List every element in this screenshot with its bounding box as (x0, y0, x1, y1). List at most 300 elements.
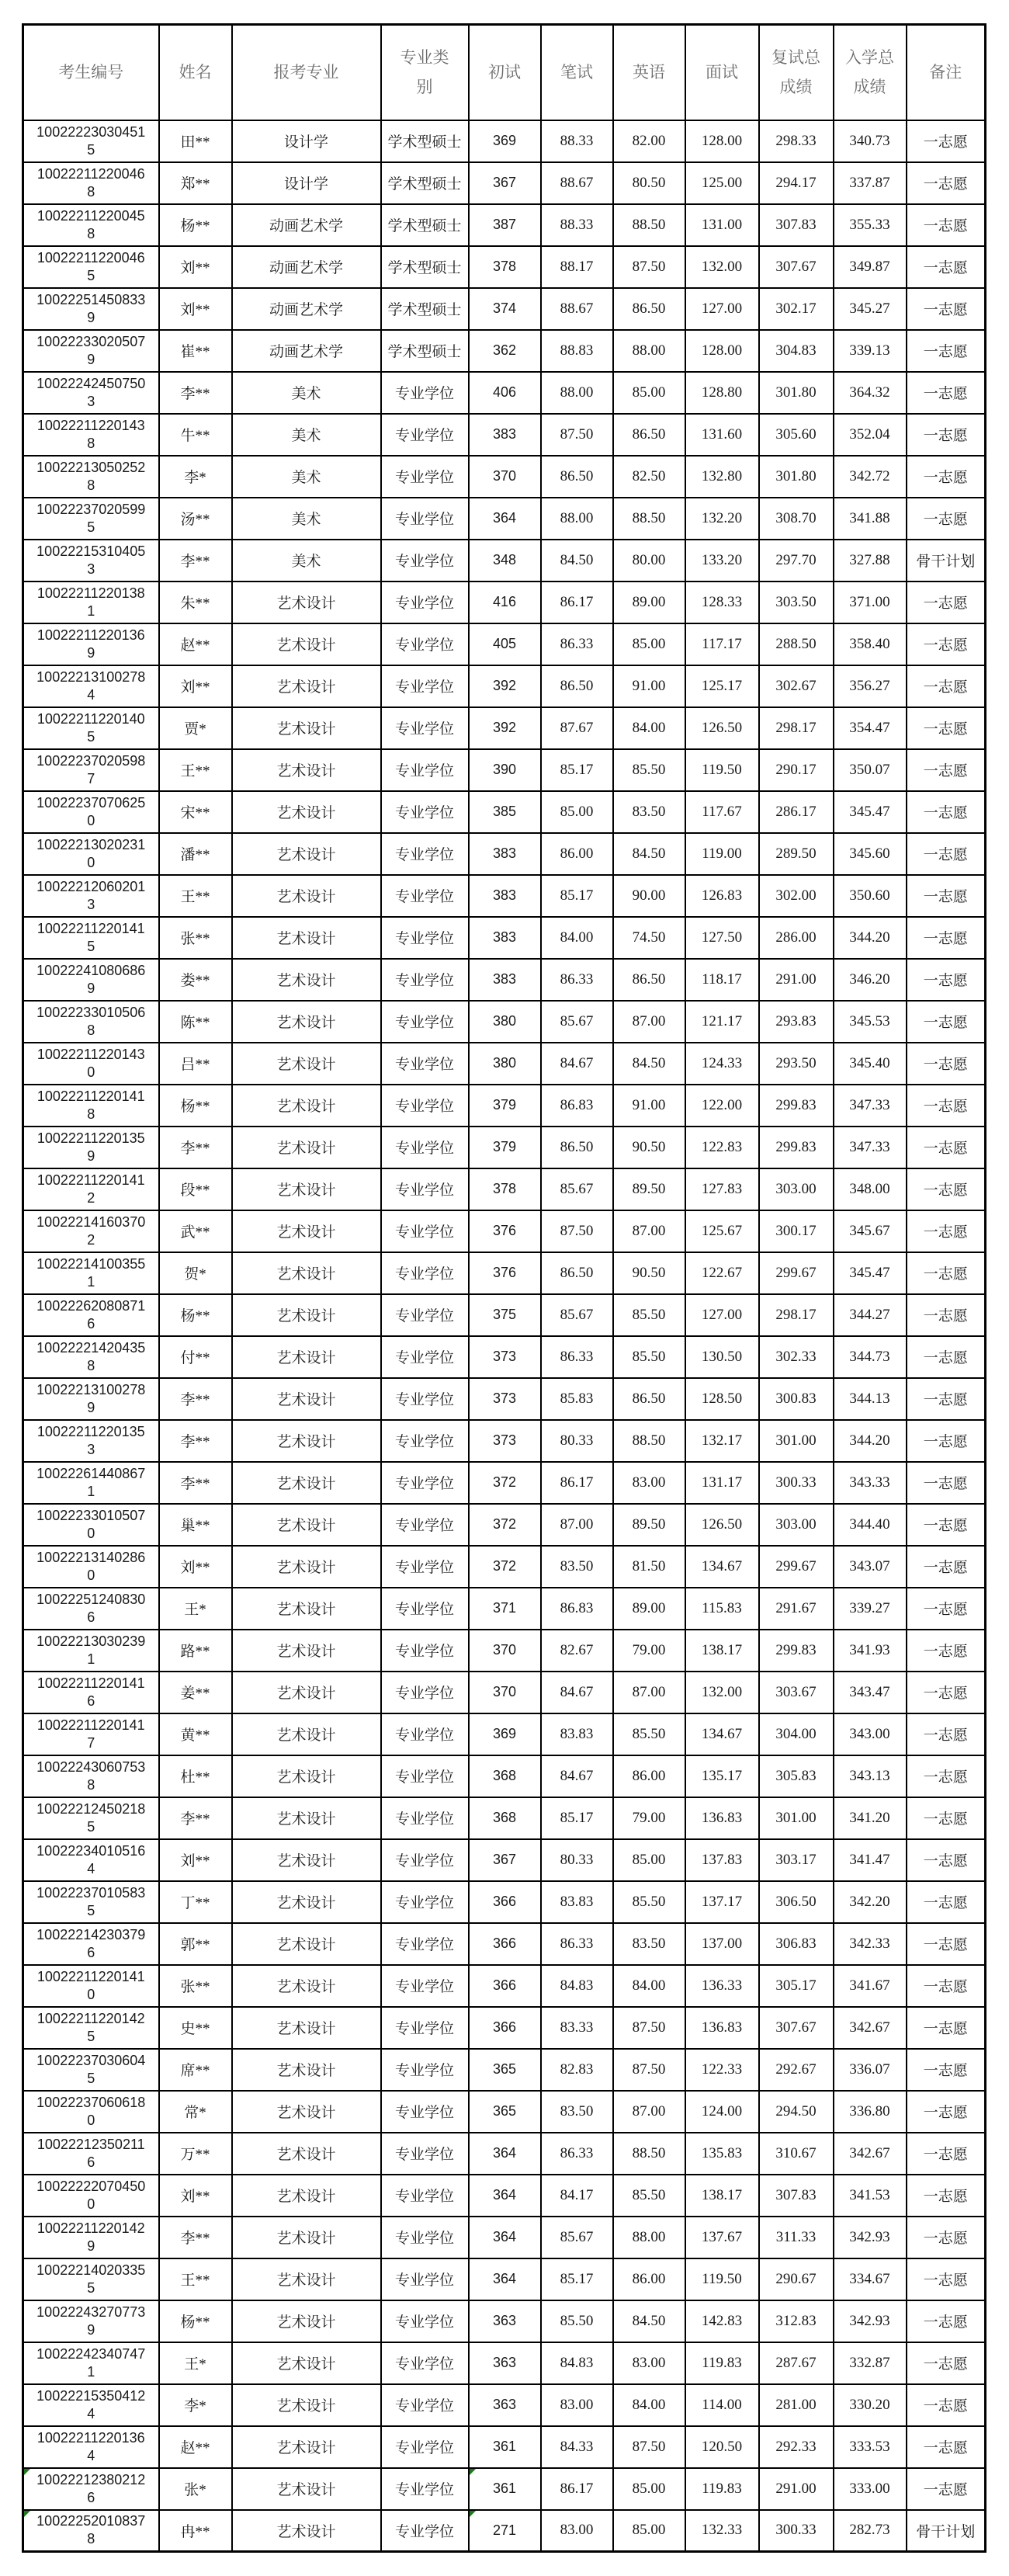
cell-initial-score: 366 (469, 1923, 541, 1965)
cell-admission-total: 341.47 (834, 1839, 907, 1881)
cell-candidate-id: 100222112201425 (23, 2007, 159, 2049)
cell-remark: 一志愿 (907, 1001, 986, 1043)
cell-initial-score: 364 (469, 498, 541, 540)
table-row (23, 1839, 986, 1881)
cell-category: 专业学位 (381, 1336, 469, 1378)
cell-admission-total: 343.47 (834, 1672, 907, 1713)
cell-major: 艺术设计 (232, 1294, 381, 1336)
table-row (23, 1043, 986, 1085)
cell-written-score: 85.67 (541, 2217, 613, 2258)
cell-english-score: 88.50 (613, 204, 685, 246)
cell-english-score: 89.50 (613, 1168, 685, 1210)
table-row (23, 707, 986, 749)
cell-category: 学术型硕士 (381, 330, 469, 372)
cell-name: 刘** (159, 665, 232, 707)
cell-remark: 一志愿 (907, 1168, 986, 1210)
cell-written-score: 85.17 (541, 1797, 613, 1839)
cell-admission-total: 342.93 (834, 2217, 907, 2258)
cell-retest-total: 303.67 (759, 1672, 834, 1713)
cell-category: 学术型硕士 (381, 246, 469, 288)
cell-remark: 一志愿 (907, 833, 986, 875)
cell-initial-score: 361 (469, 2468, 541, 2510)
cell-name: 刘** (159, 1839, 232, 1881)
cell-english-score: 83.50 (613, 791, 685, 833)
cell-name: 李** (159, 372, 232, 414)
cell-english-score: 88.00 (613, 2217, 685, 2258)
table-row (23, 1085, 986, 1127)
cell-english-score: 88.50 (613, 1420, 685, 1462)
cell-category: 专业学位 (381, 1546, 469, 1588)
header-admission-total: 入学总成绩 (834, 25, 907, 120)
cell-candidate-id: 100222330205079 (23, 330, 159, 372)
cell-interview-score: 127.50 (685, 917, 759, 959)
cell-candidate-id: 100222112201415 (23, 917, 159, 959)
cell-initial-score: 373 (469, 1378, 541, 1420)
cell-written-score: 85.67 (541, 1001, 613, 1043)
cell-written-score: 84.00 (541, 917, 613, 959)
cell-remark: 一志愿 (907, 917, 986, 959)
cell-written-score: 84.67 (541, 1755, 613, 1797)
cell-initial-score: 363 (469, 2342, 541, 2384)
cell-category: 专业学位 (381, 1588, 469, 1630)
cell-english-score: 87.00 (613, 1210, 685, 1252)
cell-category: 专业学位 (381, 1630, 469, 1672)
cell-written-score: 83.50 (541, 2091, 613, 2133)
cell-candidate-id: 100222112201430 (23, 1043, 159, 1085)
cell-major: 艺术设计 (232, 2426, 381, 2468)
cell-admission-total: 350.07 (834, 749, 907, 791)
cell-category: 专业学位 (381, 2258, 469, 2300)
table-row (23, 959, 986, 1001)
cell-candidate-id: 100222112201416 (23, 1672, 159, 1713)
table-header (23, 25, 986, 120)
cell-remark: 一志愿 (907, 2133, 986, 2175)
cell-written-score: 88.00 (541, 372, 613, 414)
table-row (23, 2217, 986, 2258)
cell-category: 专业学位 (381, 1420, 469, 1462)
cell-name: 李** (159, 1420, 232, 1462)
cell-initial-score: 376 (469, 1210, 541, 1252)
cell-retest-total: 302.33 (759, 1336, 834, 1378)
cell-initial-score: 392 (469, 707, 541, 749)
cell-remark: 一志愿 (907, 623, 986, 665)
cell-remark: 一志愿 (907, 1378, 986, 1420)
cell-written-score: 85.00 (541, 791, 613, 833)
cell-retest-total: 306.50 (759, 1881, 834, 1923)
cell-written-score: 85.67 (541, 1294, 613, 1336)
cell-remark: 一志愿 (907, 2007, 986, 2049)
cell-category: 专业学位 (381, 2133, 469, 2175)
cell-candidate-id: 100222340105164 (23, 1839, 159, 1881)
cell-initial-score: 405 (469, 623, 541, 665)
cell-interview-score: 115.83 (685, 1588, 759, 1630)
cell-flag-triangle-icon (470, 2469, 476, 2475)
cell-admission-total: 339.13 (834, 330, 907, 372)
cell-name: 吕** (159, 1043, 232, 1085)
table-row (23, 2258, 986, 2300)
cell-candidate-id: 100222512408306 (23, 1588, 159, 1630)
cell-english-score: 84.50 (613, 2300, 685, 2342)
cell-retest-total: 305.60 (759, 414, 834, 456)
cell-remark: 一志愿 (907, 1713, 986, 1755)
cell-remark: 一志愿 (907, 1085, 986, 1127)
cell-interview-score: 134.67 (685, 1713, 759, 1755)
cell-flag-triangle-icon (24, 2511, 30, 2517)
cell-name: 席** (159, 2049, 232, 2091)
cell-remark: 一志愿 (907, 1923, 986, 1965)
table-row (23, 372, 986, 414)
cell-retest-total: 300.17 (759, 1210, 834, 1252)
cell-written-score: 84.83 (541, 1965, 613, 2007)
cell-initial-score: 374 (469, 288, 541, 330)
cell-retest-total: 302.17 (759, 288, 834, 330)
cell-written-score: 86.17 (541, 2468, 613, 2510)
cell-admission-total: 343.07 (834, 1546, 907, 1588)
cell-candidate-id: 100222430607538 (23, 1755, 159, 1797)
cell-remark: 一志愿 (907, 1420, 986, 1462)
cell-admission-total: 342.72 (834, 456, 907, 498)
cell-name: 赵** (159, 2426, 232, 2468)
table-row (23, 246, 986, 288)
cell-category: 专业学位 (381, 456, 469, 498)
cell-major: 艺术设计 (232, 1210, 381, 1252)
cell-name: 黄** (159, 1713, 232, 1755)
cell-name: 王** (159, 749, 232, 791)
cell-english-score: 79.00 (613, 1630, 685, 1672)
cell-category: 专业学位 (381, 1252, 469, 1294)
cell-admission-total: 336.80 (834, 2091, 907, 2133)
cell-english-score: 82.00 (613, 120, 685, 162)
cell-remark: 一志愿 (907, 1588, 986, 1630)
cell-remark: 骨干计划 (907, 2510, 986, 2552)
cell-retest-total: 298.33 (759, 120, 834, 162)
cell-major: 艺术设计 (232, 1420, 381, 1462)
cell-candidate-id: 100222112201412 (23, 1168, 159, 1210)
cell-initial-score: 370 (469, 1630, 541, 1672)
cell-remark: 一志愿 (907, 1672, 986, 1713)
cell-english-score: 84.50 (613, 1043, 685, 1085)
cell-written-score: 86.50 (541, 456, 613, 498)
table-body (23, 120, 986, 2552)
cell-interview-score: 127.83 (685, 1168, 759, 1210)
cell-category: 专业学位 (381, 665, 469, 707)
cell-interview-score: 118.17 (685, 959, 759, 1001)
cell-name: 万** (159, 2133, 232, 2175)
cell-interview-score: 121.17 (685, 1001, 759, 1043)
cell-english-score: 85.00 (613, 1839, 685, 1881)
cell-candidate-id: 100222131002789 (23, 1378, 159, 1420)
cell-admission-total: 344.13 (834, 1378, 907, 1420)
cell-english-score: 83.50 (613, 1923, 685, 1965)
cell-name: 赵** (159, 623, 232, 665)
cell-initial-score: 372 (469, 1462, 541, 1504)
cell-remark: 一志愿 (907, 1755, 986, 1797)
cell-retest-total: 305.17 (759, 1965, 834, 2007)
cell-admission-total: 371.00 (834, 582, 907, 623)
cell-flag-triangle-icon (470, 2511, 476, 2517)
cell-retest-total: 299.83 (759, 1085, 834, 1127)
cell-retest-total: 286.00 (759, 917, 834, 959)
cell-admission-total: 337.87 (834, 162, 907, 204)
cell-interview-score: 124.33 (685, 1043, 759, 1085)
cell-admission-total: 341.53 (834, 2175, 907, 2217)
cell-major: 动画艺术学 (232, 288, 381, 330)
table-row (23, 414, 986, 456)
cell-candidate-id: 100222230304515 (23, 120, 159, 162)
table-row (23, 2342, 986, 2384)
cell-name: 李** (159, 1378, 232, 1420)
cell-candidate-id: 100222124502185 (23, 1797, 159, 1839)
cell-name: 巢** (159, 1504, 232, 1546)
cell-major: 艺术设计 (232, 833, 381, 875)
cell-candidate-id: 100222112201369 (23, 623, 159, 665)
cell-english-score: 83.00 (613, 2342, 685, 2384)
table-row (23, 1168, 986, 1210)
cell-retest-total: 286.17 (759, 791, 834, 833)
cell-category: 专业学位 (381, 2426, 469, 2468)
cell-written-score: 86.33 (541, 623, 613, 665)
cell-admission-total: 364.32 (834, 372, 907, 414)
cell-written-score: 88.33 (541, 120, 613, 162)
cell-major: 艺术设计 (232, 2007, 381, 2049)
table-row (23, 540, 986, 582)
cell-interview-score: 128.00 (685, 120, 759, 162)
cell-written-score: 88.83 (541, 330, 613, 372)
cell-retest-total: 307.67 (759, 246, 834, 288)
cell-admission-total: 344.40 (834, 1504, 907, 1546)
cell-interview-score: 130.50 (685, 1336, 759, 1378)
cell-initial-score: 371 (469, 1588, 541, 1630)
cell-interview-score: 128.00 (685, 330, 759, 372)
cell-major: 美术 (232, 414, 381, 456)
table-row (23, 2300, 986, 2342)
cell-major: 艺术设计 (232, 959, 381, 1001)
cell-major: 艺术设计 (232, 1001, 381, 1043)
cell-candidate-id: 100222220704500 (23, 2175, 159, 2217)
cell-written-score: 86.83 (541, 1588, 613, 1630)
cell-name: 李** (159, 540, 232, 582)
cell-interview-score: 119.50 (685, 749, 759, 791)
cell-major: 艺术设计 (232, 1755, 381, 1797)
cell-written-score: 86.50 (541, 1252, 613, 1294)
table-row (23, 2007, 986, 2049)
table-row (23, 1210, 986, 1252)
cell-retest-total: 299.83 (759, 1630, 834, 1672)
cell-retest-total: 294.17 (759, 162, 834, 204)
cell-english-score: 89.50 (613, 1504, 685, 1546)
cell-interview-score: 138.17 (685, 1630, 759, 1672)
cell-english-score: 81.50 (613, 1546, 685, 1588)
cell-interview-score: 126.50 (685, 707, 759, 749)
cell-name: 王** (159, 875, 232, 917)
cell-major: 艺术设计 (232, 2133, 381, 2175)
cell-name: 武** (159, 1210, 232, 1252)
cell-english-score: 84.00 (613, 1965, 685, 2007)
cell-initial-score: 383 (469, 833, 541, 875)
cell-interview-score: 122.83 (685, 1127, 759, 1168)
cell-initial-score: 366 (469, 2007, 541, 2049)
cell-remark: 一志愿 (907, 1127, 986, 1168)
cell-remark: 一志愿 (907, 2426, 986, 2468)
cell-category: 专业学位 (381, 2217, 469, 2258)
cell-written-score: 86.17 (541, 582, 613, 623)
cell-candidate-id: 100222112201364 (23, 2426, 159, 2468)
cell-written-score: 85.50 (541, 2300, 613, 2342)
cell-name: 崔** (159, 330, 232, 372)
cell-english-score: 91.00 (613, 665, 685, 707)
cell-category: 专业学位 (381, 791, 469, 833)
cell-remark: 一志愿 (907, 372, 986, 414)
cell-name: 刘** (159, 246, 232, 288)
cell-remark: 一志愿 (907, 665, 986, 707)
cell-interview-score: 132.17 (685, 1420, 759, 1462)
cell-written-score: 83.00 (541, 2384, 613, 2426)
cell-candidate-id: 100222153504124 (23, 2384, 159, 2426)
cell-name: 王** (159, 2258, 232, 2300)
cell-interview-score: 137.17 (685, 1881, 759, 1923)
cell-english-score: 85.50 (613, 1336, 685, 1378)
cell-interview-score: 136.83 (685, 1797, 759, 1839)
header-candidate-id: 考生编号 (23, 25, 159, 120)
cell-retest-total: 302.67 (759, 665, 834, 707)
cell-major: 艺术设计 (232, 1881, 381, 1923)
cell-name: 史** (159, 2007, 232, 2049)
cell-category: 专业学位 (381, 540, 469, 582)
cell-candidate-id: 100222424507503 (23, 372, 159, 414)
cell-category: 专业学位 (381, 833, 469, 875)
cell-retest-total: 299.83 (759, 1127, 834, 1168)
cell-name: 杨** (159, 1294, 232, 1336)
cell-candidate-id: 100222370706250 (23, 791, 159, 833)
cell-interview-score: 133.20 (685, 540, 759, 582)
cell-retest-total: 304.00 (759, 1713, 834, 1755)
cell-category: 专业学位 (381, 1294, 469, 1336)
cell-retest-total: 304.83 (759, 330, 834, 372)
cell-written-score: 83.83 (541, 1713, 613, 1755)
cell-initial-score: 376 (469, 1252, 541, 1294)
cell-major: 艺术设计 (232, 1085, 381, 1127)
cell-remark: 一志愿 (907, 582, 986, 623)
cell-admission-total: 342.20 (834, 1881, 907, 1923)
cell-admission-total: 343.00 (834, 1713, 907, 1755)
cell-category: 专业学位 (381, 1043, 469, 1085)
cell-category: 学术型硕士 (381, 120, 469, 162)
cell-name: 王* (159, 1588, 232, 1630)
cell-category: 专业学位 (381, 707, 469, 749)
cell-admission-total: 341.93 (834, 1630, 907, 1672)
cell-remark: 一志愿 (907, 1797, 986, 1839)
cell-admission-total: 341.67 (834, 1965, 907, 2007)
cell-remark: 一志愿 (907, 2217, 986, 2258)
cell-remark: 一志愿 (907, 791, 986, 833)
cell-written-score: 86.33 (541, 959, 613, 1001)
table-row (23, 1546, 986, 1588)
header-written-score: 笔试 (541, 25, 613, 120)
cell-initial-score: 406 (469, 372, 541, 414)
cell-name: 田** (159, 120, 232, 162)
cell-english-score: 79.00 (613, 1797, 685, 1839)
cell-category: 专业学位 (381, 1755, 469, 1797)
cell-interview-score: 122.67 (685, 1252, 759, 1294)
cell-candidate-id: 100222514508339 (23, 288, 159, 330)
cell-initial-score: 363 (469, 2300, 541, 2342)
cell-admission-total: 343.33 (834, 1462, 907, 1504)
cell-written-score: 84.67 (541, 1672, 613, 1713)
cell-remark: 一志愿 (907, 2175, 986, 2217)
cell-english-score: 83.00 (613, 1462, 685, 1504)
table-row (23, 1252, 986, 1294)
cell-written-score: 88.33 (541, 204, 613, 246)
cell-written-score: 83.33 (541, 2007, 613, 2049)
cell-retest-total: 288.50 (759, 623, 834, 665)
cell-english-score: 85.50 (613, 1881, 685, 1923)
cell-admission-total: 356.27 (834, 665, 907, 707)
cell-major: 艺术设计 (232, 1797, 381, 1839)
cell-candidate-id: 100222112201429 (23, 2217, 159, 2258)
cell-retest-total: 312.83 (759, 2300, 834, 2342)
cell-name: 丁** (159, 1881, 232, 1923)
cell-category: 专业学位 (381, 1378, 469, 1420)
cell-retest-total: 287.67 (759, 2342, 834, 2384)
cell-admission-total: 333.53 (834, 2426, 907, 2468)
header-interview-score: 面试 (685, 25, 759, 120)
cell-major: 美术 (232, 498, 381, 540)
cell-candidate-id: 100222370105835 (23, 1881, 159, 1923)
cell-initial-score: 367 (469, 1839, 541, 1881)
cell-initial-score: 390 (469, 749, 541, 791)
cell-admission-total: 340.73 (834, 120, 907, 162)
cell-remark: 骨干计划 (907, 540, 986, 582)
cell-english-score: 84.50 (613, 833, 685, 875)
cell-name: 常* (159, 2091, 232, 2133)
cell-major: 艺术设计 (232, 1546, 381, 1588)
cell-candidate-id: 100222112200465 (23, 246, 159, 288)
cell-initial-score: 365 (469, 2091, 541, 2133)
cell-name: 付** (159, 1336, 232, 1378)
cell-initial-score: 370 (469, 1672, 541, 1713)
cell-initial-score: 364 (469, 2133, 541, 2175)
cell-interview-score: 132.20 (685, 498, 759, 540)
cell-interview-score: 128.80 (685, 372, 759, 414)
cell-admission-total: 354.47 (834, 707, 907, 749)
cell-retest-total: 291.67 (759, 1588, 834, 1630)
cell-written-score: 85.17 (541, 2258, 613, 2300)
cell-admission-total: 341.88 (834, 498, 907, 540)
table-row (23, 1504, 986, 1546)
cell-retest-total: 311.33 (759, 2217, 834, 2258)
cell-category: 专业学位 (381, 1713, 469, 1755)
table-row (23, 330, 986, 372)
cell-english-score: 85.00 (613, 623, 685, 665)
cell-candidate-id: 100222131002784 (23, 665, 159, 707)
cell-major: 艺术设计 (232, 582, 381, 623)
cell-interview-score: 128.33 (685, 582, 759, 623)
cell-name: 李* (159, 456, 232, 498)
cell-major: 艺术设计 (232, 1588, 381, 1630)
cell-category: 专业学位 (381, 959, 469, 1001)
cell-english-score: 84.00 (613, 2384, 685, 2426)
cell-english-score: 80.00 (613, 540, 685, 582)
cell-english-score: 86.50 (613, 1378, 685, 1420)
cell-interview-score: 126.83 (685, 875, 759, 917)
cell-remark: 一志愿 (907, 1839, 986, 1881)
cell-major: 艺术设计 (232, 1839, 381, 1881)
cell-admission-total: 342.93 (834, 2300, 907, 2342)
cell-name: 郭** (159, 1923, 232, 1965)
cell-admission-total: 282.73 (834, 2510, 907, 2552)
cell-initial-score: 380 (469, 1043, 541, 1085)
table-row (23, 1630, 986, 1672)
